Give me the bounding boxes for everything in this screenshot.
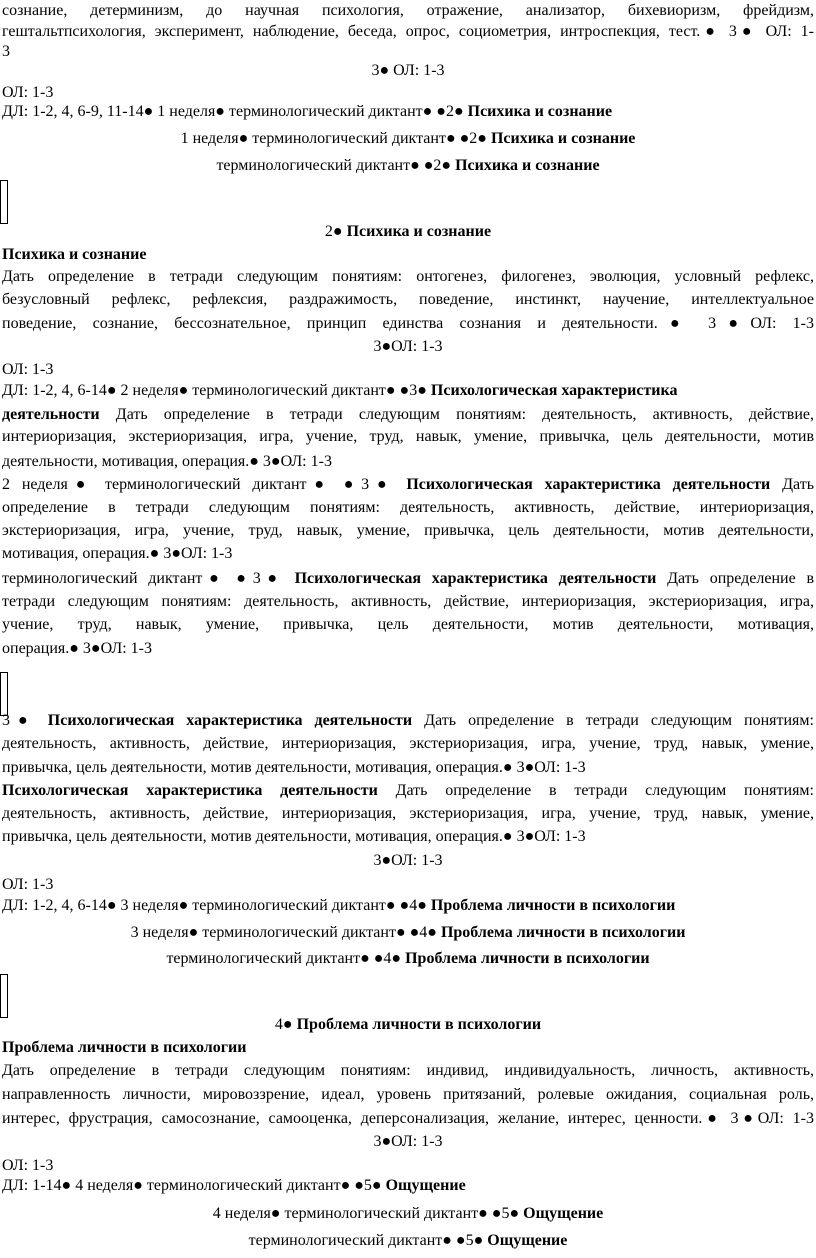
line-text: деятельность, активность, действие, интериоризация, экстериоризация, игра, учение, труд, навык, умение, — [2, 735, 814, 752]
line-text: Дать определение в тетради следующим понятиям: — [377, 782, 814, 799]
line-text: терминологический диктант● ●4● — [166, 950, 406, 967]
text-line — [2, 1037, 814, 1060]
line-text: сознание, детерминизм, до научная психология, отражение, анализатор, бихевиоризм, фрейдизм, — [2, 2, 814, 19]
bold-heading: Психологическая характеристика деятельности — [294, 570, 657, 587]
text-line — [2, 895, 814, 918]
bold-heading: Психика и сознание — [490, 130, 636, 147]
line-text: Дать определение в — [656, 570, 814, 587]
text-line — [2, 380, 814, 403]
text-line — [2, 803, 814, 826]
line-text: ДЛ: 1-2, 4, 6-14● 2 неделя● терминологический диктант● ●3● — [2, 382, 431, 399]
line-text: 2 неделя● терминологический диктант● ●3● — [2, 476, 407, 493]
line-text: ОЛ: 1-3 — [2, 84, 54, 101]
line-text: 4 неделя● терминологический диктант● ●5● — [212, 1205, 524, 1222]
line-text: Дать определение в тетради следующим понятиям: — [412, 712, 814, 729]
bold-heading: Психологическая характеристика деятельности — [2, 782, 378, 799]
line-text: 3●ОЛ: 1-3 — [373, 1133, 443, 1150]
text-line — [2, 1060, 814, 1083]
line-text: интерес, фрустрация, самосознание, самооценка, деперсонализация, желание, интерес, ценности.● 3●ОЛ: 1-3 — [2, 1110, 814, 1127]
text-line — [2, 614, 814, 637]
line-text: поведение, сознание, бессознательное, принцип единства сознания и деятельности.● 3●ОЛ: 1-3 — [2, 315, 814, 332]
text-line — [2, 780, 814, 803]
bold-heading: Психологическая характеристика — [430, 382, 678, 399]
text-line — [2, 1230, 814, 1253]
line-text: терминологический диктант● ●5● — [248, 1232, 488, 1249]
text-line — [2, 520, 814, 543]
text-line — [2, 757, 814, 780]
line-text: экстериоризация, игра, учение, труд, навык, умение, привычка, цель деятельности, мотив деятельности, — [2, 522, 814, 539]
line-text: 3● ОЛ: 1-3 — [371, 62, 445, 79]
text-line — [2, 60, 814, 83]
bold-heading: Психика и сознание — [467, 103, 613, 120]
line-text: привычка, цель деятельности, мотив деятельности, мотивация, операция.● 3●ОЛ: 1-3 — [2, 828, 586, 845]
text-line — [2, 733, 814, 756]
line-text: привычка, цель деятельности, мотив деятельности, мотивация, операция.● 3●ОЛ: 1-3 — [2, 759, 586, 776]
line-text: деятельность, активность, действие, интериоризация, экстериоризация, игра, учение, труд, навык, умение, — [2, 805, 814, 822]
bold-heading: Ощущение — [523, 1205, 604, 1222]
bold-heading: Психика и сознание — [2, 246, 147, 263]
text-line — [2, 266, 814, 289]
text-line — [2, 101, 814, 124]
line-text: 2● — [324, 223, 347, 240]
bold-heading: Проблема личности в психологии — [440, 924, 686, 941]
text-line — [2, 1014, 814, 1037]
text-line — [2, 336, 814, 359]
line-text: терминологический диктант● ●3● — [2, 570, 295, 587]
line-text: ОЛ: 1-3 — [2, 876, 54, 893]
bold-heading: Проблема личности в психологии — [2, 1039, 247, 1056]
text-line — [2, 1175, 814, 1198]
line-text: терминологический диктант● ●2● — [216, 157, 456, 174]
line-text: 3 — [2, 43, 10, 60]
line-text: ОЛ: 1-3 — [2, 1157, 54, 1174]
line-text: операция.● 3●ОЛ: 1-3 — [2, 640, 152, 657]
text-line — [2, 244, 814, 267]
text-line — [2, 1108, 814, 1131]
text-line — [2, 874, 814, 897]
line-text: ДЛ: 1-2, 4, 6-9, 11-14● 1 неделя● терминологический диктант● ●2● — [2, 103, 468, 120]
text-line — [2, 359, 814, 382]
text-line — [2, 313, 814, 336]
line-text: 3 неделя● терминологический диктант● ●4● — [130, 924, 441, 941]
text-line — [2, 638, 814, 661]
line-text: ОЛ: 1-3 — [2, 361, 54, 378]
text-line — [2, 1203, 814, 1226]
line-text: ДЛ: 1-14● 4 неделя● терминологический диктант● ●5● — [2, 1177, 386, 1194]
text-line — [2, 451, 814, 474]
bold-heading: деятельности — [2, 406, 100, 423]
text-line — [2, 404, 814, 427]
bold-heading: Ощущение — [487, 1232, 568, 1249]
line-text: 3●ОЛ: 1-3 — [373, 338, 443, 355]
line-text: гештальтпсихология, эксперимент, наблюдение, беседа, опрос, социометрия, интроспекция, тест.● 3● ОЛ: 1- — [2, 23, 814, 40]
text-line — [2, 1131, 814, 1154]
text-line — [2, 710, 814, 733]
text-line — [2, 591, 814, 614]
text-line — [2, 568, 814, 591]
bold-heading: Психика и сознание — [346, 223, 492, 240]
line-text: интериоризация, экстериоризация, игра, учение, труд, навык, умение, привычка, цель деятельности, мотив — [2, 428, 814, 445]
bold-heading: Психика и сознание — [455, 157, 600, 174]
line-text: направленность личности, мировоззрение, идеал, уровень притязаний, ролевые ожидания, социальная роль, — [2, 1086, 814, 1103]
line-text: учение, труд, навык, умение, привычка, цель деятельности, мотив деятельности, мотивация, — [2, 616, 814, 633]
bold-heading: Ощущение — [385, 1177, 466, 1194]
bold-heading: Проблема личности в психологии — [405, 950, 650, 967]
text-line — [2, 474, 814, 497]
text-line — [2, 922, 814, 945]
bold-heading: Проблема личности в психологии — [430, 897, 676, 914]
line-text: 4● — [274, 1016, 297, 1033]
line-text: Дать определение в тетради следующим понятиям: индивид, индивидуальность, личность, активность, — [2, 1062, 814, 1079]
text-line — [2, 543, 814, 566]
bold-heading: Психологическая характеристика деятельности — [406, 476, 771, 493]
line-text: Дать определение в тетради следующим понятиям: деятельность, активность, действие, — [99, 406, 814, 423]
line-text: определение в тетради следующим понятиям: деятельность, активность, действие, интериоризация, — [2, 499, 814, 516]
empty-text-frame — [0, 672, 8, 716]
line-text: безусловный рефлекс, рефлексия, раздражимость, поведение, инстинкт, научение, интеллектуальное — [2, 291, 814, 308]
empty-text-frame — [0, 974, 8, 1018]
text-line — [2, 128, 814, 151]
text-line — [2, 426, 814, 449]
line-text: мотивация, операция.● 3●ОЛ: 1-3 — [2, 545, 233, 562]
line-text: тетради следующим понятиям: деятельность, активность, действие, интериоризация, экстериоризация, игра, — [2, 593, 814, 610]
bold-heading: Проблема личности в психологии — [296, 1016, 542, 1033]
line-text: Дать определение в тетради следующим понятиям: онтогенез, филогенез, эволюция, условный рефлекс, — [2, 268, 814, 285]
line-text: 3●ОЛ: 1-3 — [373, 852, 443, 869]
line-text: 3● — [2, 712, 48, 729]
line-text: деятельности, мотивация, операция.● 3●ОЛ: 1-3 — [2, 453, 332, 470]
empty-text-frame — [0, 180, 8, 224]
text-line — [2, 850, 814, 873]
line-text: ДЛ: 1-2, 4, 6-14● 3 неделя● терминологический диктант● ●4● — [2, 897, 431, 914]
line-text: Дать — [770, 476, 814, 493]
text-line — [2, 1084, 814, 1107]
text-line — [2, 0, 814, 23]
line-text: 1 неделя● терминологический диктант● ●2● — [180, 130, 491, 147]
text-line — [2, 155, 814, 178]
bold-heading: Психологическая характеристика деятельности — [47, 712, 413, 729]
text-line — [2, 497, 814, 520]
text-line — [2, 948, 814, 971]
text-line — [2, 826, 814, 849]
text-line — [2, 221, 814, 244]
text-line — [2, 289, 814, 312]
